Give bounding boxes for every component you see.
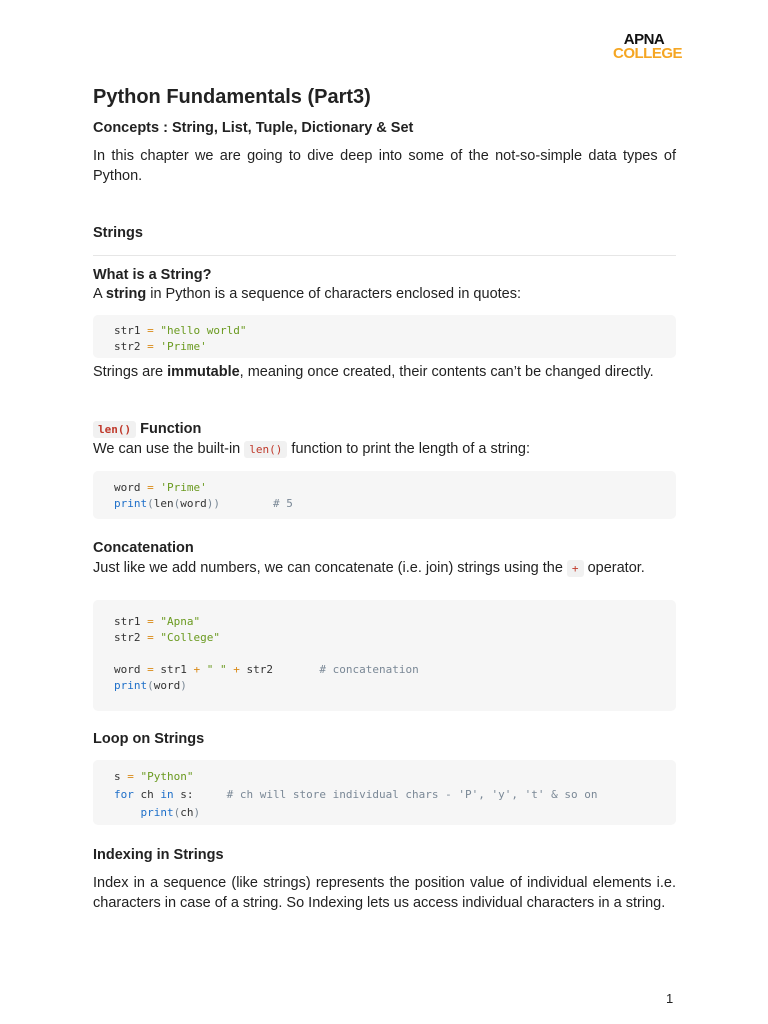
code-token: ch: [133, 788, 161, 801]
text-fragment: function to print the length of a string:: [287, 441, 531, 457]
code-comment: # 5: [272, 497, 293, 510]
inline-code: +: [567, 560, 584, 577]
inline-code: len(): [93, 421, 136, 438]
code-token: " ": [206, 663, 227, 676]
apna-college-logo: [613, 31, 683, 62]
code-token: =: [140, 324, 161, 337]
code-comment: # concatenation: [319, 663, 419, 676]
code-token: str2: [114, 631, 141, 644]
code-keyword: for: [114, 788, 134, 801]
heading-what-is-string: What is a String?: [93, 267, 212, 283]
code-line: [114, 496, 676, 512]
code-token: word: [114, 481, 141, 494]
code-token: str1: [160, 663, 187, 676]
code-block-len: [93, 471, 676, 519]
code-token: ): [193, 806, 201, 819]
code-keyword: in: [160, 788, 174, 801]
code-token: 'Prime': [160, 481, 207, 494]
code-token: word: [180, 497, 207, 510]
intro-paragraph: In this chapter we are going to dive deep into some of the not-so-simple data types of Python.: [93, 148, 676, 184]
code-token: "hello world": [160, 324, 247, 337]
code-token: =: [140, 631, 161, 644]
code-token: print: [114, 497, 148, 510]
code-token: =: [140, 663, 161, 676]
code-token: (: [147, 679, 154, 692]
section-divider: [93, 255, 676, 256]
code-comment: # ch will store individual chars - 'P', 'y', 't' & so on: [226, 788, 598, 801]
bold-term: immutable: [167, 364, 240, 380]
code-block-concatenation: [93, 600, 676, 711]
code-token: +: [186, 663, 207, 676]
text-fragment: in Python is a sequence of characters enclosed in quotes:: [146, 286, 521, 302]
code-token: =: [140, 481, 161, 494]
code-line-blank: [114, 646, 676, 662]
code-token: )): [206, 497, 220, 510]
text-fragment: Just like we add numbers, we can concatenate (i.e. join) strings using the: [93, 560, 567, 576]
concatenation-description: [93, 559, 676, 579]
indexing-paragraph: Index in a sequence (like strings) represents the position value of individual elements i.e. characters in case of a string. So Indexing lets us access individual characters in a string.: [93, 875, 676, 911]
code-token: "Python": [140, 770, 194, 783]
concepts-subtitle: Concepts : String, List, Tuple, Dictionary & Set: [93, 120, 414, 136]
text-fragment: operator.: [583, 560, 645, 576]
logo-line-1: APNA: [623, 31, 665, 48]
immutable-paragraph: [93, 363, 676, 383]
code-token: "Apna": [160, 615, 201, 628]
heading-len-function: [93, 421, 201, 437]
code-token: str1: [114, 324, 141, 337]
section-heading-strings: Strings: [93, 225, 143, 241]
inline-code: len(): [244, 441, 287, 458]
code-token: ch: [180, 806, 194, 819]
code-token: str1: [114, 615, 141, 628]
heading-indexing: Indexing in Strings: [93, 847, 224, 863]
code-token: s:: [173, 788, 194, 801]
page-title: Python Fundamentals (Part3): [93, 86, 371, 108]
page-number: 1: [666, 991, 674, 1006]
code-line: [114, 786, 676, 804]
code-token: "College": [160, 631, 220, 644]
code-token: [114, 806, 141, 819]
code-token: =: [140, 615, 161, 628]
len-description: [93, 440, 676, 460]
logo-line-2: COLLEGE: [613, 45, 683, 62]
code-token: len: [153, 497, 174, 510]
code-token: str2: [246, 663, 273, 676]
code-token: word: [114, 663, 141, 676]
code-line: [114, 768, 676, 786]
code-line: [114, 480, 676, 496]
code-token: 'Prime': [160, 340, 207, 353]
code-token: [273, 663, 319, 676]
text-fragment: Strings are: [93, 364, 168, 380]
code-token: =: [140, 340, 161, 353]
code-token: word: [153, 679, 181, 692]
code-token: [194, 788, 227, 801]
code-line: [114, 804, 676, 822]
code-token: =: [120, 770, 141, 783]
code-token: [220, 497, 273, 510]
bold-term: string: [105, 286, 147, 302]
code-token: +: [226, 663, 247, 676]
heading-loop-on-strings: Loop on Strings: [93, 731, 205, 747]
heading-text: Function: [136, 421, 202, 437]
code-line: [114, 323, 676, 339]
code-line: [114, 614, 676, 630]
string-definition: [93, 285, 676, 305]
code-token: s: [114, 770, 121, 783]
code-line: [114, 630, 676, 646]
code-token: print: [140, 806, 174, 819]
code-line: [114, 339, 676, 355]
code-block-loop: [93, 760, 676, 825]
code-token: print: [114, 679, 148, 692]
code-token: (: [173, 497, 181, 510]
code-token: (: [147, 497, 154, 510]
code-block-string-literals: [93, 315, 676, 358]
code-line: [114, 678, 676, 694]
text-fragment: We can use the built-in: [93, 441, 245, 457]
code-token: ): [180, 679, 187, 692]
text-fragment: , meaning once created, their contents can’t be changed directly.: [239, 364, 654, 380]
code-token: (: [173, 806, 181, 819]
heading-concatenation: Concatenation: [93, 540, 194, 556]
text-fragment: A: [93, 286, 106, 302]
code-token: str2: [114, 340, 141, 353]
code-line: [114, 662, 676, 678]
